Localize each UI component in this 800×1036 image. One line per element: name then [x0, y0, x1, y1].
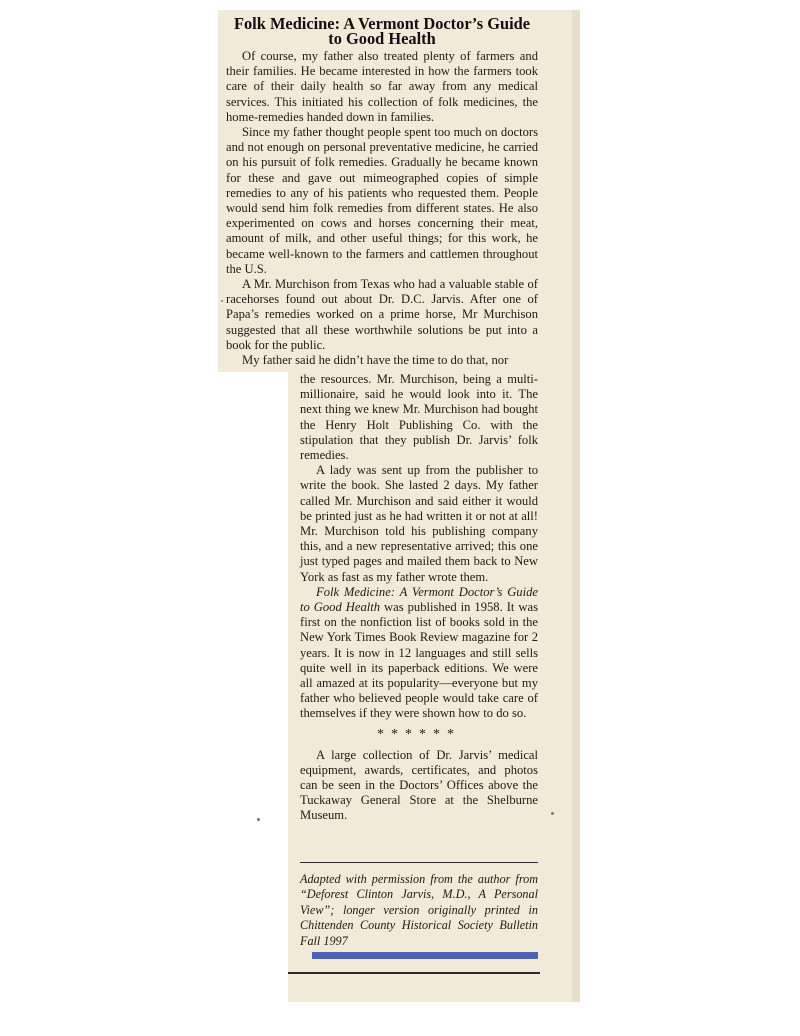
clipping-paper-edge	[572, 10, 580, 1002]
paragraph-2: Since my father thought people spent too much on doctors and not enough on personal preventative medicine, he carried on his pursuit of folk remedies. Gradually he became known for these and gave out mimeographed copies of simple remedies to any of his patients who requested them. People would send him folk remedies from different states. He also experimented on cows and horses concerning their meat, amount of milk, and other useful things; for this work, he became well-known to the farmers and cattlemen throughout the U.S.	[226, 125, 538, 276]
article-title	[226, 16, 538, 46]
article-title-line1: Folk Medicine: A Vermont Doctor’s Guide	[233, 14, 531, 33]
paragraph-4-start: My father said he didn’t have the time to do that, nor	[242, 353, 509, 368]
paragraph-6	[300, 585, 538, 722]
paragraph-1: Of course, my father also treated plenty of farmers and their families. He became interested in how the farmers took care of their daily health so far away from any medical services. This initiated his collection of folk medicines, the home-remedies handed down in families.	[226, 49, 538, 124]
paragraph-5: A lady was sent up from the publisher to write the book. She lasted 2 days. My father called Mr. Murchison and said either it would be printed just as he had written it or not at all! Mr. Murchison told his publishing company this, and a new representative arrived; this one just typed pages and mailed them back to New York as fast as my father wrote them.	[300, 463, 538, 584]
paragraph-4-continued: the resources. Mr. Murchison, being a multi-millionaire, said he would look into it. The next thing we knew Mr. Murchison had bought the Henry Holt Publishing Co. with the stipulation that they publish Dr. Jarvis’ folk remedies.	[300, 372, 538, 463]
accent-bar	[312, 952, 538, 959]
scan-speck	[551, 812, 554, 815]
article-column-bottom	[300, 372, 538, 824]
book-title-italic: Folk Medicine: A Vermont Doctor’s Guide to Good Health	[300, 584, 538, 615]
article-column-top	[226, 16, 538, 368]
paragraph-3: A Mr. Murchison from Texas who had a valuable stable of racehorses found out about Dr. D.C. Jarvis. After one of Papa’s remedies worked on a prime horse, Mr Murchison suggested that all these worthwhile solutions be put into a book for the public.	[226, 277, 538, 352]
bottom-rule	[288, 972, 540, 974]
scan-speck	[221, 300, 223, 302]
author-credit-text: Adapted with permission from the author from “Deforest Clinton Jarvis, M.D., A Personal View”; longer version originally printed in Chittenden County Historical Society Bulletin Fall 1997	[300, 872, 538, 948]
author-credit	[300, 862, 538, 949]
scan-speck	[257, 818, 260, 821]
article-title-line2: to Good Health	[328, 29, 436, 48]
section-divider-stars: ******	[377, 726, 461, 742]
closing-paragraph: A large collection of Dr. Jarvis’ medical equipment, awards, certificates, and photos can be seen in the Doctors’ Offices above the Tuckaway General Store at the Shelburne Museum.	[300, 747, 538, 823]
paragraph-6-text: was published in 1958. It was first on the nonfiction list of books sold in the New York Times Book Review magazine for 2 years. It is now in 12 languages and still sells quite well in its paperback editions. We were all amazed at its popularity—everyone but my father who believed people would take care of themselves if they were shown how to do so.	[300, 600, 539, 721]
